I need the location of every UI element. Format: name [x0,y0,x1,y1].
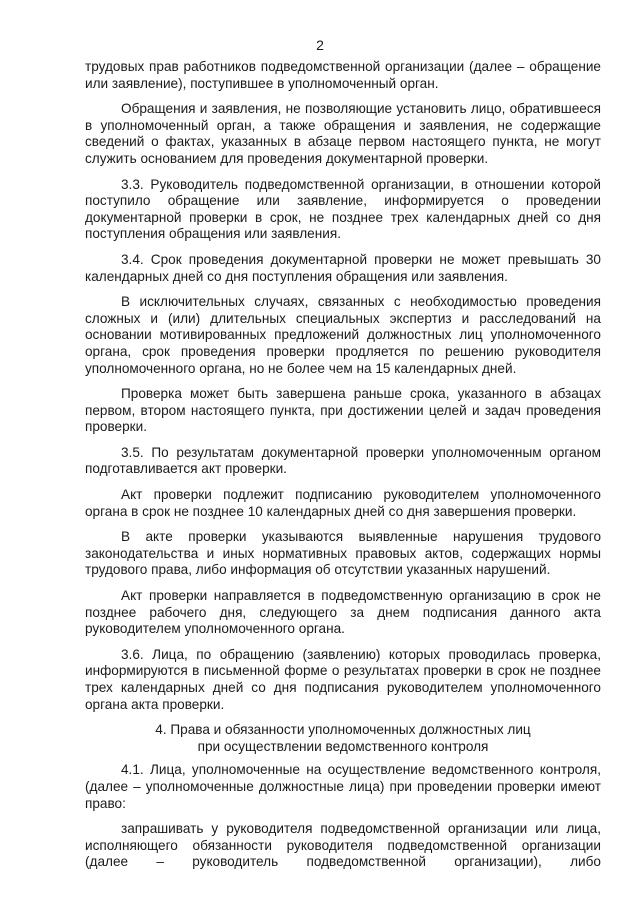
paragraph: Акт проверки подлежит подписанию руководителем уполномоченного органа в срок не позднее 10 календарных дней со дня завершения проверки. [85,487,601,519]
paragraph-3-3: 3.3. Руководитель подведомственной организации, в отношении которой поступило обращение или заявление, информируется о проведении документарной проверки в срок, не позднее трех календарных дней со дня поступления обращения или заявления. [85,176,601,242]
paragraph-4-1: 4.1. Лица, уполномоченные на осуществление ведомственного контроля, (далее – уполномоченные должностные лица) при проведении проверки имеют право: [85,762,601,811]
paragraph-3-4: 3.4. Срок проведения документарной проверки не может превышать 30 календарных дней со дня поступления обращения или заявления. [85,251,601,284]
paragraph-3-5: 3.5. По результатам документарной проверки уполномоченным органом подготавливается акт проверки. [85,444,601,477]
document-body [85,59,601,880]
paragraph: В акте проверки указываются выявленные нарушения трудового законодательства и иных нормативных правовых актов, содержащих нормы трудового права, либо информация об отсутствии указанных нарушений. [85,529,601,578]
paragraph: запрашивать у руководителя подведомственной организации или лица, исполняющего обязанности руководителя подведомственной организации (далее – руководитель подведомственной организации), либо [85,821,601,870]
paragraph-continuation: трудовых прав работников подведомственной организации (далее – обращение или заявление), поступившее в уполномоченный орган. [85,59,601,91]
section-heading [85,722,601,755]
paragraph: Проверка может быть завершена раньше срока, указанного в абзацах первом, втором настоящего пункта, при достижении целей и задач проведения проверки. [85,386,601,435]
paragraph: В исключительных случаях, связанных с необходимостью проведения сложных и (или) длительных специальных экспертиз и расследований на основании мотивированных предложений должностных лиц уполномоченного органа, срок проведения проверки продляется по решению руководителя уполномоченного органа, но не более чем на 15 календарных дней. [85,294,601,376]
paragraph: Обращения и заявления, не позволяющие установить лицо, обратившееся в уполномоченный орган, а также обращения и заявления, не содержащие сведений о фактах, указанных в абзаце первом настоящего пункта, не могут служить основанием для проведения документарной проверки. [85,101,601,166]
section-heading-line: при осуществлении ведомственного контроля [197,738,489,754]
page-number: 2 [316,37,324,53]
section-heading-line: 4. Права и обязанности уполномоченных должностных лиц [155,722,531,738]
paragraph-3-6: 3.6. Лица, по обращению (заявлению) которых проводилась проверка, информируются в письменной форме о результатах проверки в срок не позднее трех календарных дней со дня подписания руководителем уполномоченного органа акта проверки. [85,646,601,712]
paragraph: Акт проверки направляется в подведомственную организацию в срок не позднее рабочего дня, следующего за днем подписания данного акта руководителем уполномоченного органа. [85,588,601,637]
